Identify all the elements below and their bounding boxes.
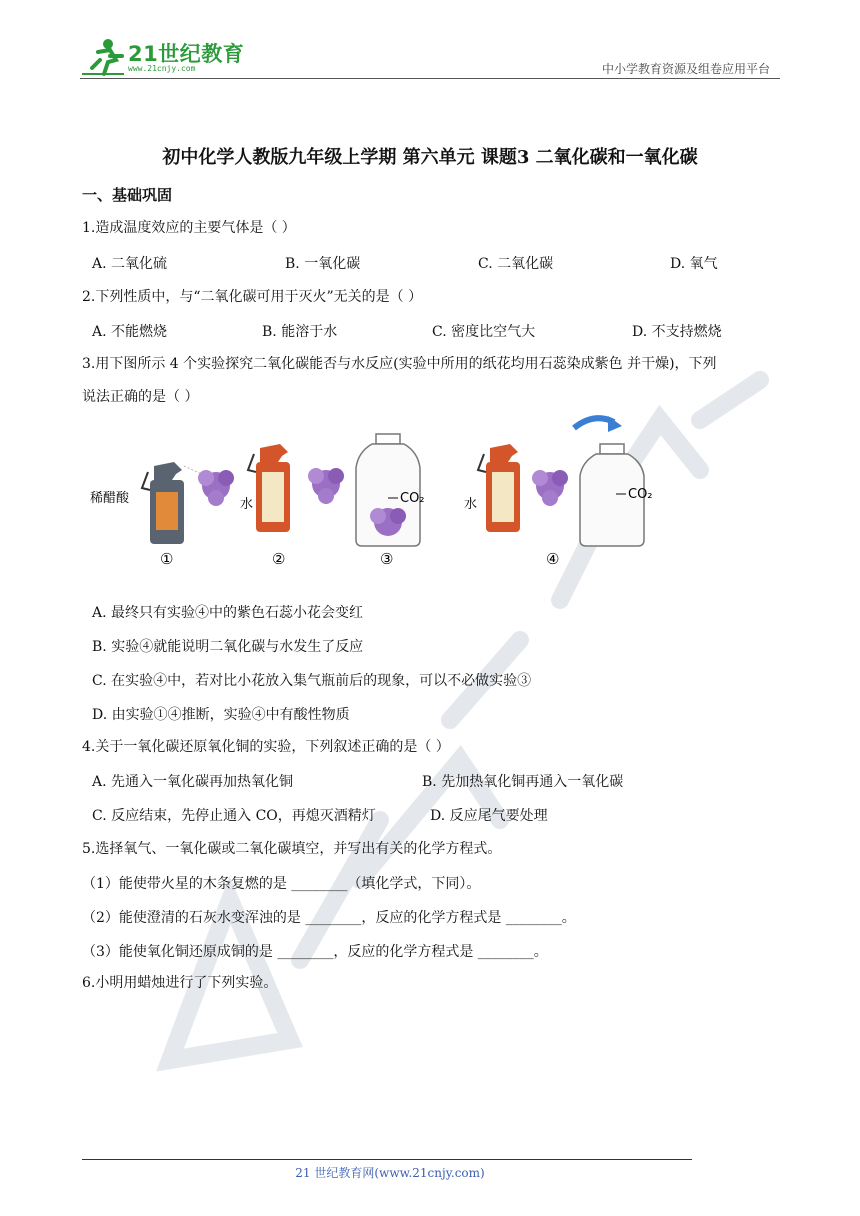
label-water-2: 水 xyxy=(464,497,478,512)
question-6-stem: 6.小明用蜡烛进行了下列实验。 xyxy=(82,975,278,991)
q3-option-c[interactable]: C. 在实验④中，若对比小花放入集气瓶前后的现象，可以不必做实验③ xyxy=(92,673,532,689)
question-3-stem-line1: 3.用下图所示 4 个实验探究二氧化碳能否与水反应(实验中所用的纸花均用石蕊染成紫色 并干燥)，下列 xyxy=(82,356,717,372)
logo-url: www.21cnjy.com xyxy=(128,64,196,73)
q2-option-d[interactable]: D. 不支持燃烧 xyxy=(632,324,722,340)
spray-bottle-water-icon xyxy=(478,444,520,532)
q1-option-b[interactable]: B. 一氧化碳 xyxy=(285,256,361,272)
q1-option-a[interactable]: A. 二氧化硫 xyxy=(92,256,168,272)
q3-option-a[interactable]: A. 最终只有实验④中的紫色石蕊小花会变红 xyxy=(92,605,364,621)
label-water-1: 水 xyxy=(240,497,254,512)
question-3-stem-line2: 说法正确的是（ ） xyxy=(82,389,199,405)
footer-link[interactable]: 21 世纪教育网(www.21cnjy.com) xyxy=(295,1166,485,1180)
experiment-number-2: ② xyxy=(272,550,286,568)
curved-arrow-icon xyxy=(574,416,622,432)
q4-option-c[interactable]: C. 反应结束，先停止通入 CO，再熄灭酒精灯 xyxy=(92,808,376,824)
purple-flower-icon xyxy=(198,470,234,506)
q5-item-2[interactable]: （2）能使澄清的石灰水变浑浊的是 ________，反应的化学方程式是 ________。 xyxy=(82,910,576,926)
q1-option-d[interactable]: D. 氧气 xyxy=(670,256,718,272)
q2-option-a[interactable]: A. 不能燃烧 xyxy=(92,324,168,340)
purple-flower-icon xyxy=(532,470,568,506)
label-acid: 稀醋酸 xyxy=(90,491,130,506)
page-title: 初中化学人教版九年级上学期 第六单元 课题3 二氧化碳和一氧化碳 xyxy=(162,147,698,168)
logo-text: 21世纪教育 xyxy=(128,42,245,66)
label-co2-2: CO₂ xyxy=(628,487,653,502)
section-heading: 一、基础巩固 xyxy=(82,186,173,204)
header-platform-text: 中小学教育资源及组卷应用平台 xyxy=(601,62,770,76)
question-5-stem: 5.选择氧气、一氧化碳或二氧化碳填空，并写出有关的化学方程式。 xyxy=(82,841,502,857)
experiment-number-4: ④ xyxy=(546,550,560,568)
question-1-stem: 1.造成温度效应的主要气体是（ ） xyxy=(82,220,296,236)
question-2-stem: 2.下列性质中，与“二氧化碳可用于灭火”无关的是（ ） xyxy=(82,289,423,305)
q2-option-b[interactable]: B. 能溶于水 xyxy=(262,324,338,340)
spray-bottle-water-icon xyxy=(248,444,290,532)
q4-option-a[interactable]: A. 先通入一氧化碳再加热氧化铜 xyxy=(92,774,294,790)
q3-option-d[interactable]: D. 由实验①④推断，实验④中有酸性物质 xyxy=(92,707,350,723)
q4-option-b[interactable]: B. 先加热氧化铜再通入一氧化碳 xyxy=(422,774,624,790)
q4-option-d[interactable]: D. 反应尾气要处理 xyxy=(430,808,548,824)
question-4-stem: 4.关于一氧化碳还原氧化铜的实验，下列叙述正确的是（ ） xyxy=(82,739,450,755)
purple-flower-icon xyxy=(308,468,344,504)
footer-divider xyxy=(82,1159,692,1160)
q1-option-c[interactable]: C. 二氧化碳 xyxy=(478,256,554,272)
label-co2-1: CO₂ xyxy=(400,491,425,506)
header-divider xyxy=(80,78,780,79)
q2-option-c[interactable]: C. 密度比空气大 xyxy=(432,324,536,340)
experiment-figure xyxy=(88,412,688,572)
gas-jar-icon xyxy=(356,434,420,546)
q5-item-1[interactable]: （1）能使带火星的木条复燃的是 ________（填化学式，下同）。 xyxy=(82,876,481,892)
experiment-number-1: ① xyxy=(160,550,174,568)
experiment-number-3: ③ xyxy=(380,550,394,568)
q5-item-3[interactable]: （3）能使氧化铜还原成铜的是 ________，反应的化学方程式是 ________。 xyxy=(82,944,548,960)
q3-option-b[interactable]: B. 实验④就能说明二氧化碳与水发生了反应 xyxy=(92,639,364,655)
spray-bottle-acid-icon xyxy=(142,462,206,544)
